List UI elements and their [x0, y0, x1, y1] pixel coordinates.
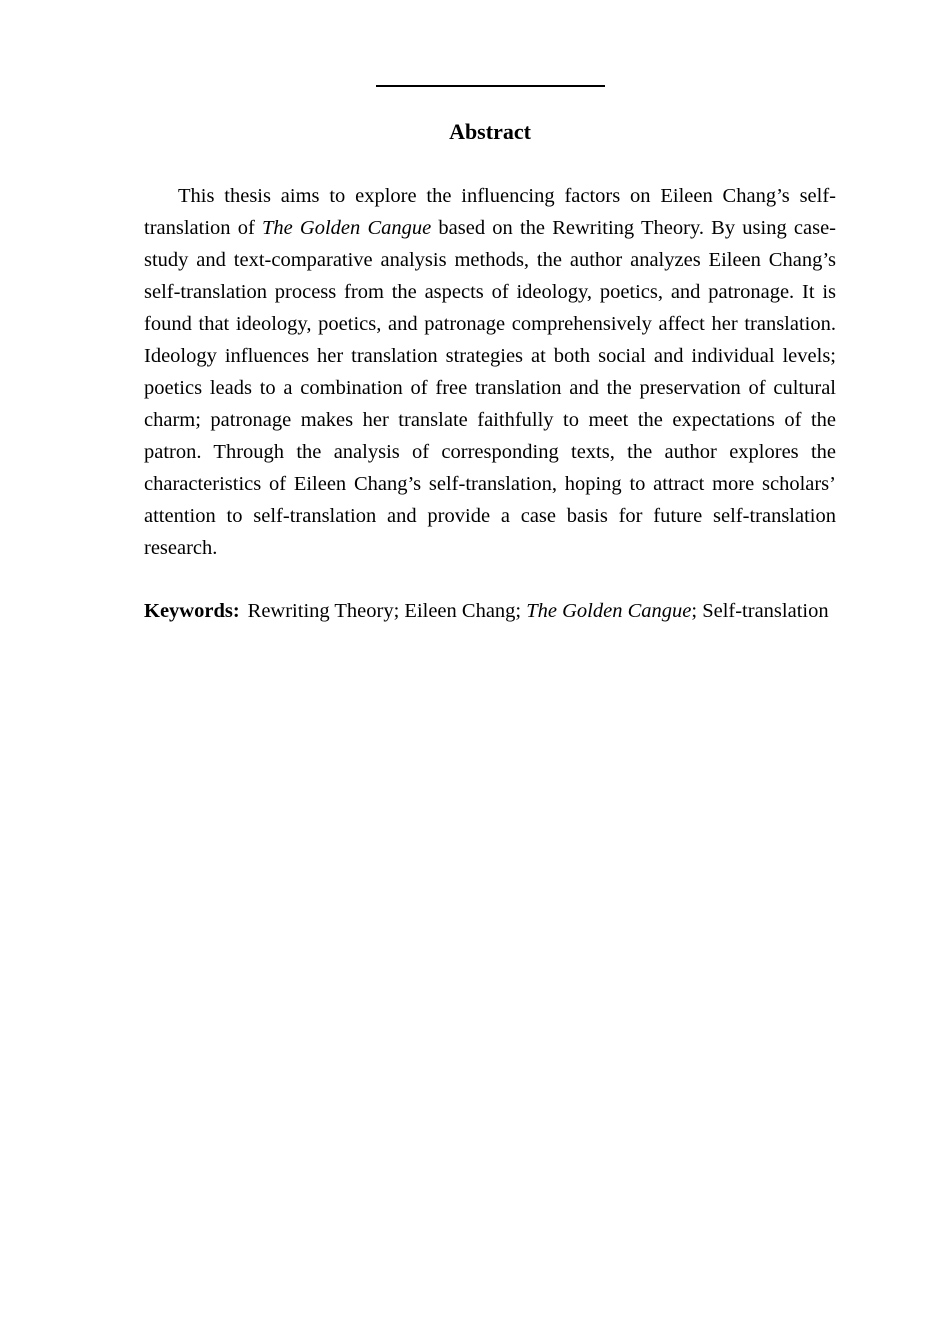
keywords-work-title: The Golden Cangue [526, 600, 692, 622]
keywords-item3: ; Self-translation [691, 600, 829, 622]
keywords-label: Keywords: [144, 600, 240, 622]
abstract-paragraph [144, 180, 836, 564]
keywords-line [144, 595, 836, 627]
keywords-item1: Rewriting Theory; Eileen Chang; [247, 600, 527, 622]
page-title: Abstract [449, 119, 531, 144]
abstract-work-title: The Golden Cangue [261, 217, 432, 239]
header-rule [376, 85, 605, 87]
abstract-text-part1: This thesis aims to explore the influencing factors on Eileen Chang’s self-translation of [144, 185, 836, 239]
abstract-text-part2: based on the Rewriting Theory. By using case-study and text-comparative analysis methods, the author analyzes Eileen Chang’s self-translation process from the aspects of ideology, poetics, and patronage. It is found that ideology, poetics, and patronage comprehensively affect her translation. Ideology influences her translation strategies at both social and individual levels; poetics leads to a combination of free translation and the preservation of cultural charm; patronage makes her translate faithfully to meet the expectations of the patron. Through the analysis of corresponding texts, the author explores the characteristics of Eileen Chang’s self-translation, hoping to attract more scholars’ attention to self-translation and provide a case basis for future self-translation research. [144, 217, 836, 559]
